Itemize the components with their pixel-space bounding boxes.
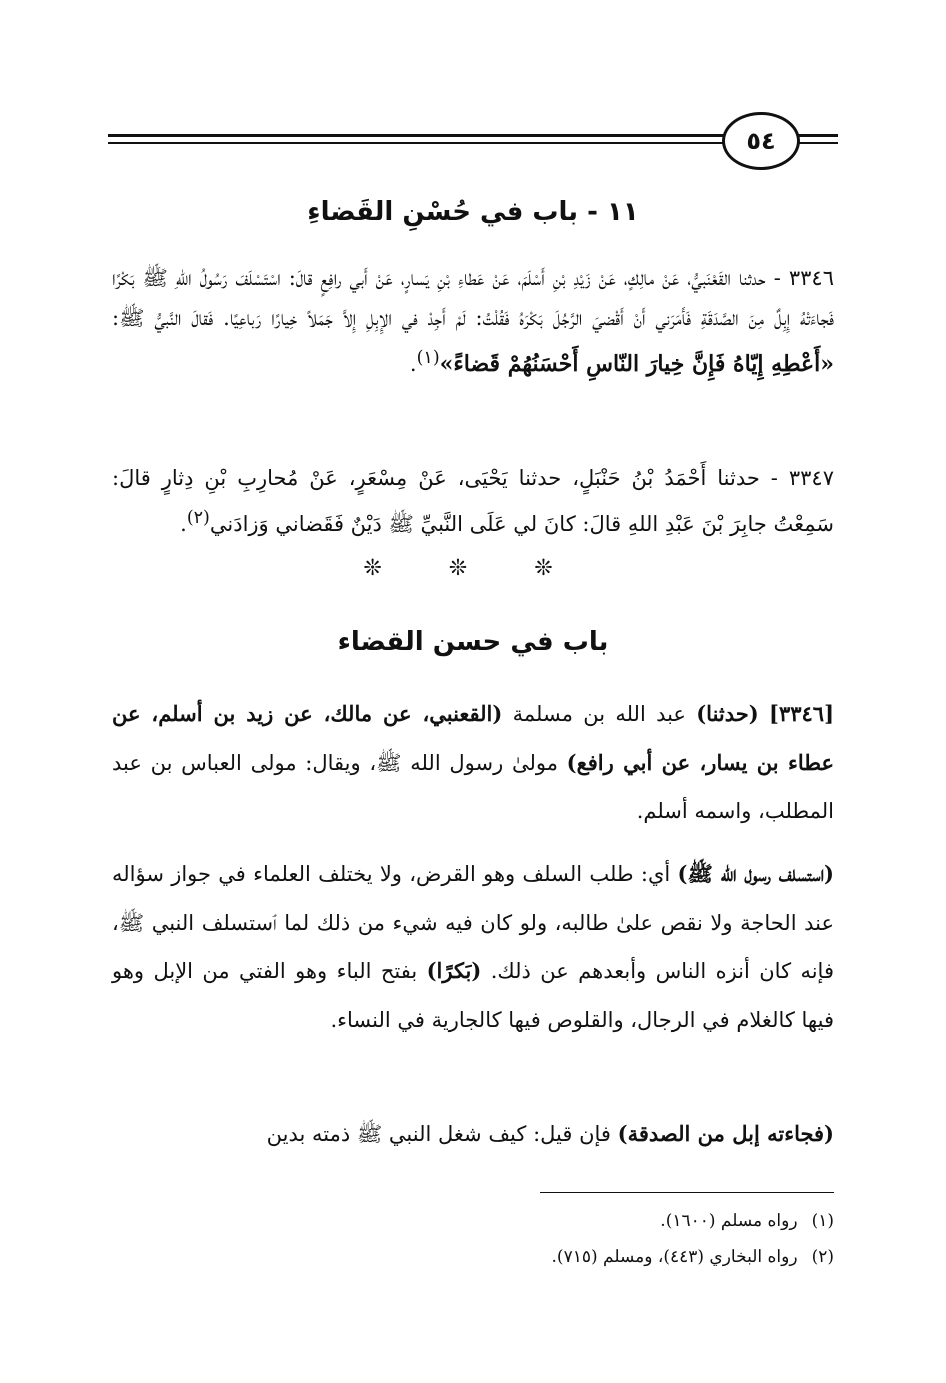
footnote-text: رواه مسلم (١٦٠٠). (660, 1211, 798, 1231)
page-number: ٥٤ (722, 112, 800, 170)
hadith-end: . (409, 352, 417, 376)
header-rule (108, 142, 726, 144)
paragraph-text: أي: طلب السلف وهو القرض، ولا يختلف العلماء في جواز سؤاله عند الحاجة ولا نقص علىٰ طالبه، ولو كان فيه شيء من ذلك لما ٱستسلف النبي ﷺ، فإنه كان أنزه الناس وأبعدهم عن ذلك. (112, 862, 834, 983)
commentary-paragraph (112, 690, 834, 836)
bold-phrase: (القعنبي، عن مالك، عن زيد بن أسلم، عن عطاء بن يسار، عن أبي رافع) (112, 701, 834, 775)
footnote-item (112, 1203, 834, 1239)
bold-phrase: (استسلف رسول الله ﷺ) (677, 861, 834, 886)
footnote-text: رواه البخاري (٤٤٣)، ومسلم (٧١٥). (551, 1247, 798, 1267)
bold-phrase: (بَكرًا) (426, 958, 482, 983)
commentary-title: باب في حسن القضاء (337, 627, 609, 657)
paragraph-text: مولىٰ رسول الله ﷺ، ويقال: مولى العباس بن عبد المطلب، واسمه أسلم. (112, 750, 834, 823)
footnotes (112, 1203, 834, 1275)
chapter-title: ١١ - باب في حُسْنِ القَضاءِ (307, 197, 639, 227)
hadith-number: [٣٣٤٦] (769, 701, 834, 726)
hadith-3346 (112, 258, 834, 384)
page-header (108, 112, 838, 168)
hadith-quote: «أَعْطِهِ إِيّاهُ فَإِنَّ خِيارَ النّاسِ أَحْسَنُهُمْ قَضاءً» (439, 351, 834, 377)
hadith-3347 (112, 458, 834, 544)
bold-phrase: (حدثنا) (696, 701, 759, 726)
footnote-item (112, 1239, 834, 1275)
header-rule-tail (796, 134, 838, 137)
hadith-text: ٣٣٤٧ - حدثنا أَحْمَدُ بْنُ حَنْبَلٍ، حدثنا يَحْيَى، عَنْ مِسْعَرٍ، عَنْ مُحارِبِ بْنِ دِثارٍ قالَ: سَمِعْتُ جابِرَ بْنَ عَبْدِ اللهِ قالَ: كانَ لي عَلَى النَّبيِّ ﷺ دَيْنٌ فَقَضاني وَزادَني (112, 466, 834, 536)
hadith-text: ٣٣٤٦ - حدثنا القَعْنَبيُّ، عَنْ مالِكٍ، عَنْ زَيْدِ بْنِ أَسْلَمَ، عَنْ عَطاءِ بْنِ يَسارٍ، عَنْ أَبي رافِعٍ قالَ: اسْتَسْلَفَ رَسُولُ اللهِ ﷺ بَكْرًا فَجاءَتْهُ إِبِلٌ مِنَ الصَّدَقَةِ فَأَمَرَني أَنْ أَقْضيَ الرَّجُلَ بَكْرَهُ فَقُلْتُ: لَمْ أَجِدْ في الإِبِلِ إِلاَّ جَمَلاً خِيارًا رَباعِيًا. فَقالَ النَّبيُّ ﷺ: (112, 266, 834, 330)
footnote-ref: (١) (416, 348, 440, 368)
header-rule (108, 134, 726, 137)
hadith-end: . (180, 512, 187, 536)
footnote-ref: (٢) (186, 508, 210, 528)
footnote-divider (540, 1192, 834, 1193)
bold-phrase: (فجاءته إبل من الصدقة) (617, 1121, 834, 1146)
commentary-paragraph (112, 1110, 834, 1159)
commentary-paragraph (112, 850, 834, 1044)
paragraph-text: بفتح الباء وهو الفتي من الإبل وهو فيها كالغلام في الرجال، والقلوص فيها كالجارية في النساء. (112, 959, 834, 1032)
paragraph-text: فإن قيل: كيف شغل النبي ﷺ ذمته بدين (266, 1122, 618, 1146)
paragraph-text: عبد الله بن مسلمة (502, 702, 697, 726)
footnote-number: (٢) (811, 1247, 834, 1267)
footnote-number: (١) (811, 1211, 834, 1231)
section-separator: ❊ ❊ ❊ (363, 556, 583, 581)
header-rule-tail (796, 142, 838, 144)
